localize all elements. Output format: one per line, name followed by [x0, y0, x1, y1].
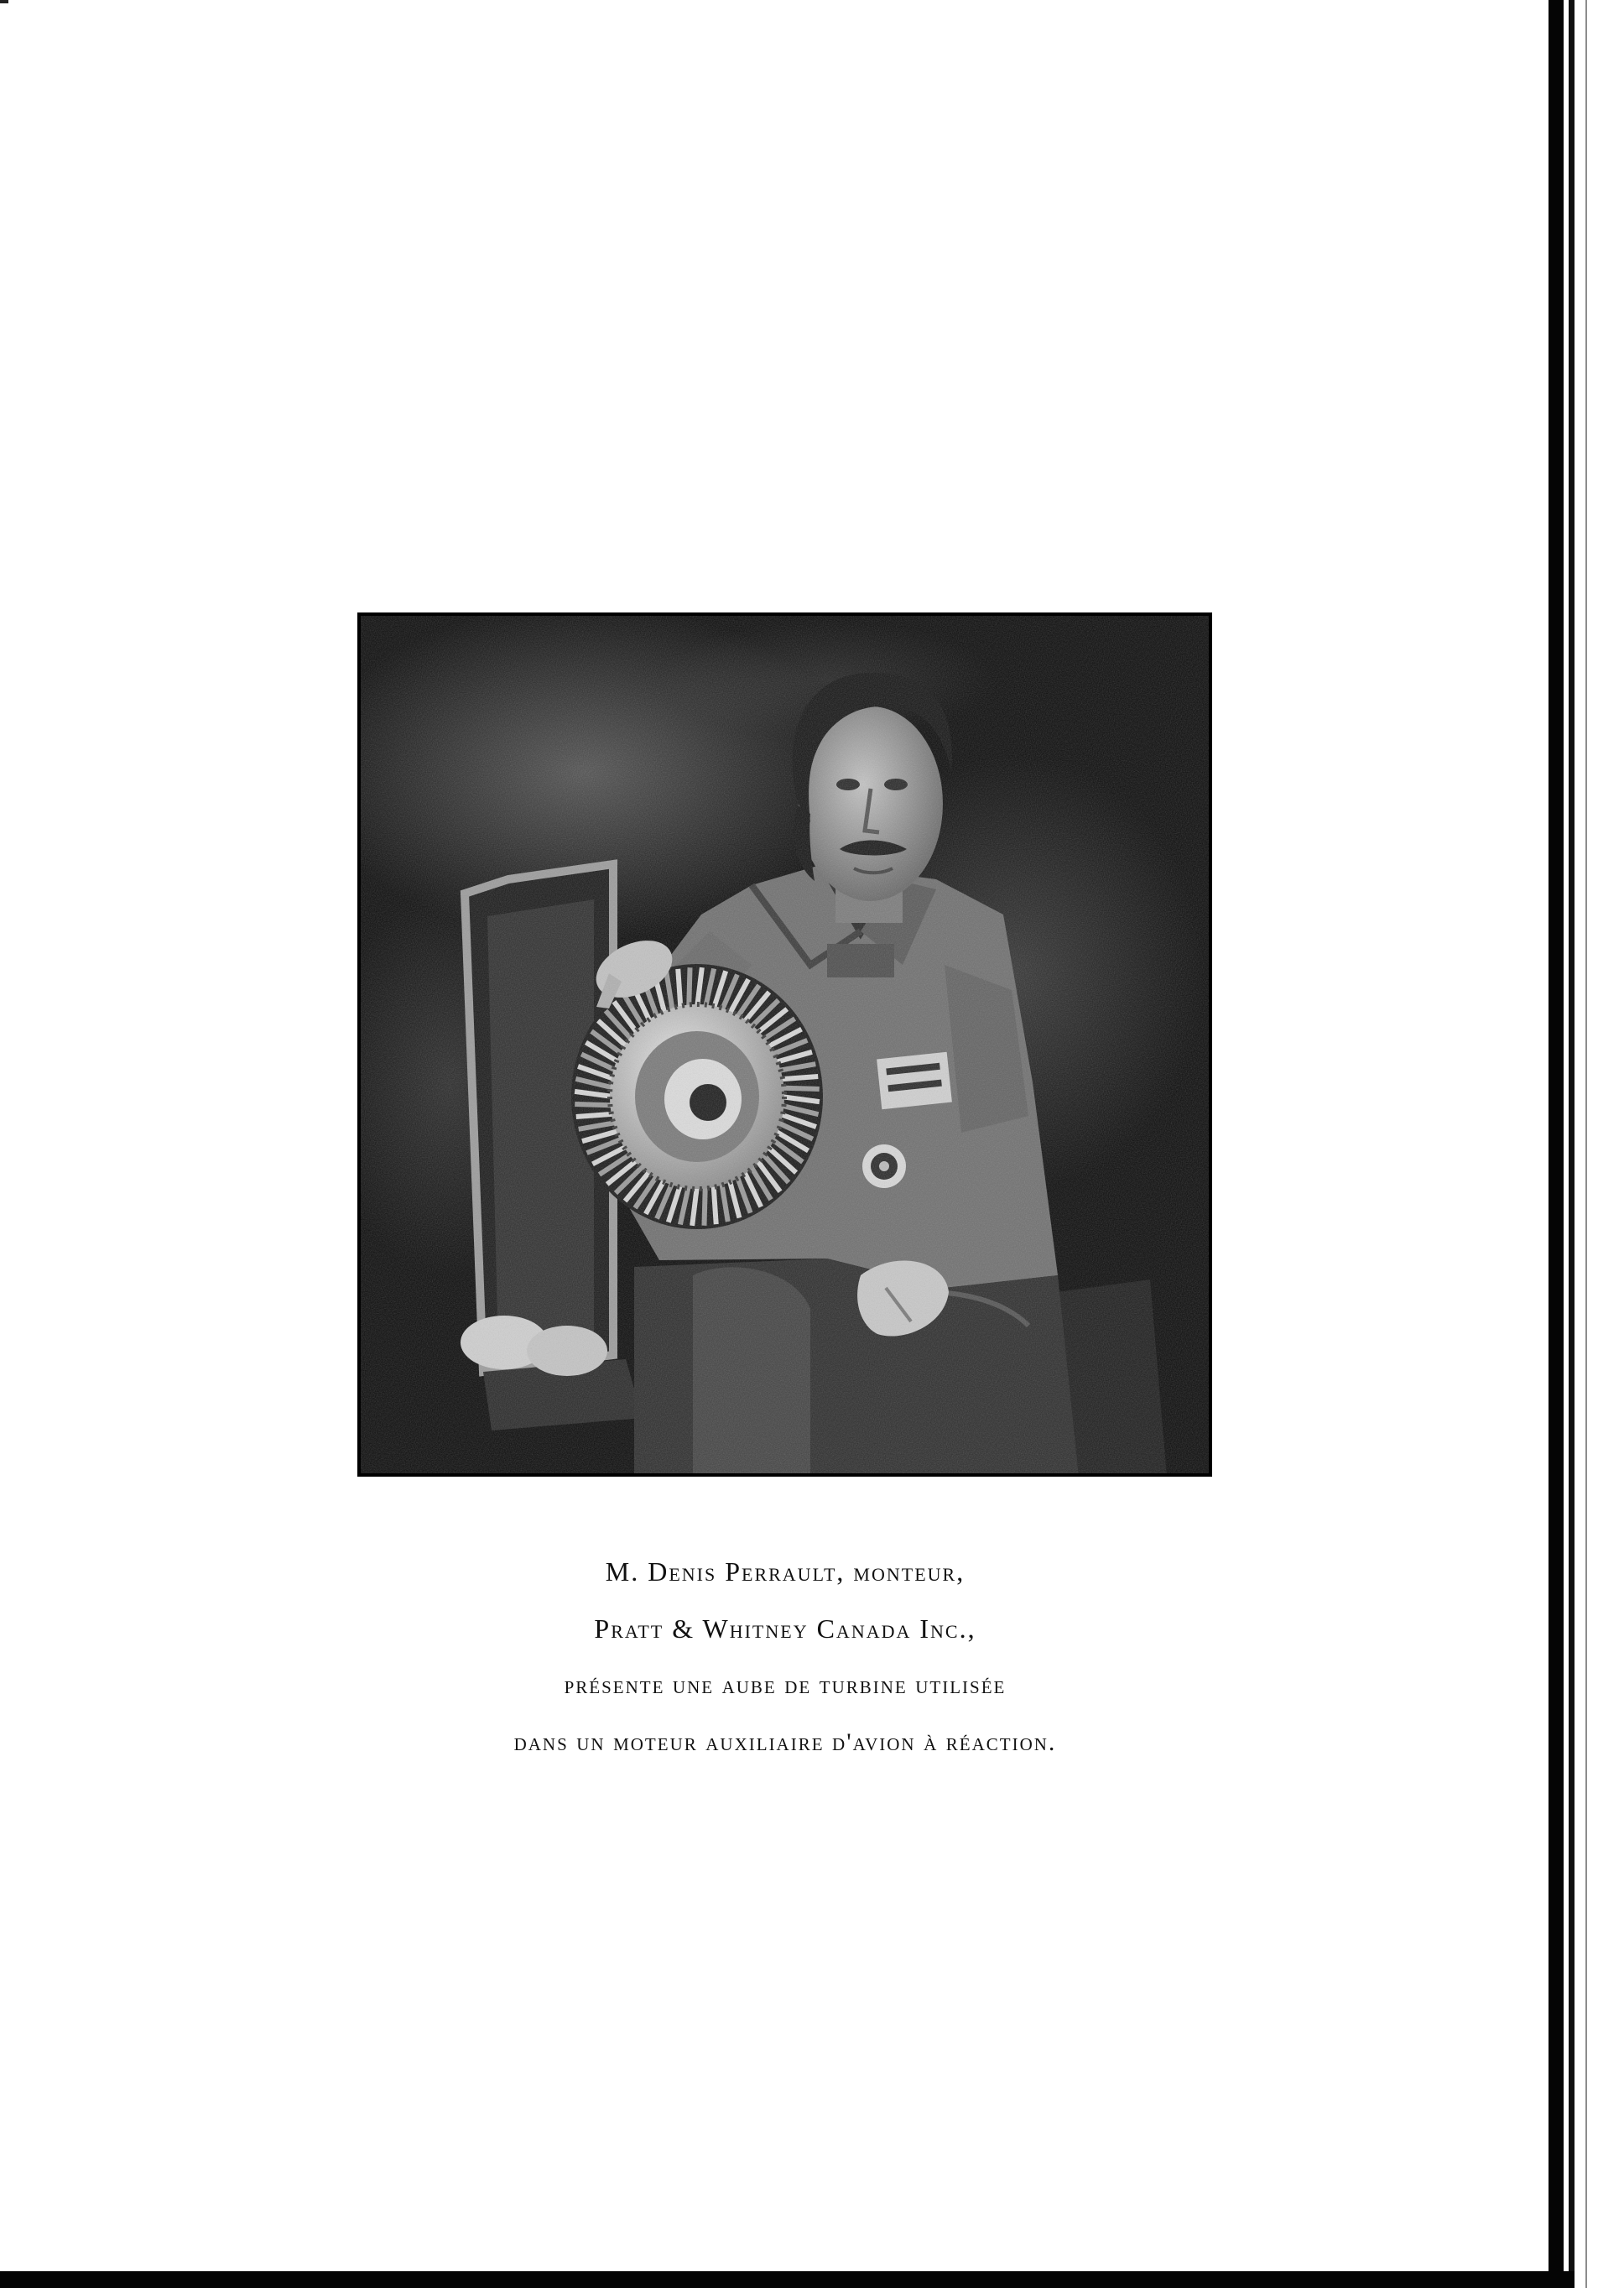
caption-description-line-2: dans un moteur auxiliaire d'avion à réaction. — [513, 1728, 1057, 1756]
book-spine-edge — [1569, 0, 1575, 2288]
scan-bottom-border — [0, 2271, 1575, 2288]
book-spine-edge — [1549, 0, 1564, 2288]
portrait-photo-image — [357, 612, 1212, 1477]
caption-company-line: Pratt & Whitney Canada Inc., — [594, 1613, 976, 1644]
grain-overlay — [357, 612, 1212, 1477]
caption-name-line: M. Denis Perrault, monteur, — [605, 1556, 966, 1587]
book-spine-edge — [1585, 0, 1587, 2288]
portrait-photo — [357, 612, 1212, 1477]
caption-description-line-1: présente une aube de turbine utilisée — [564, 1671, 1007, 1699]
scan-mark — [0, 0, 8, 3]
